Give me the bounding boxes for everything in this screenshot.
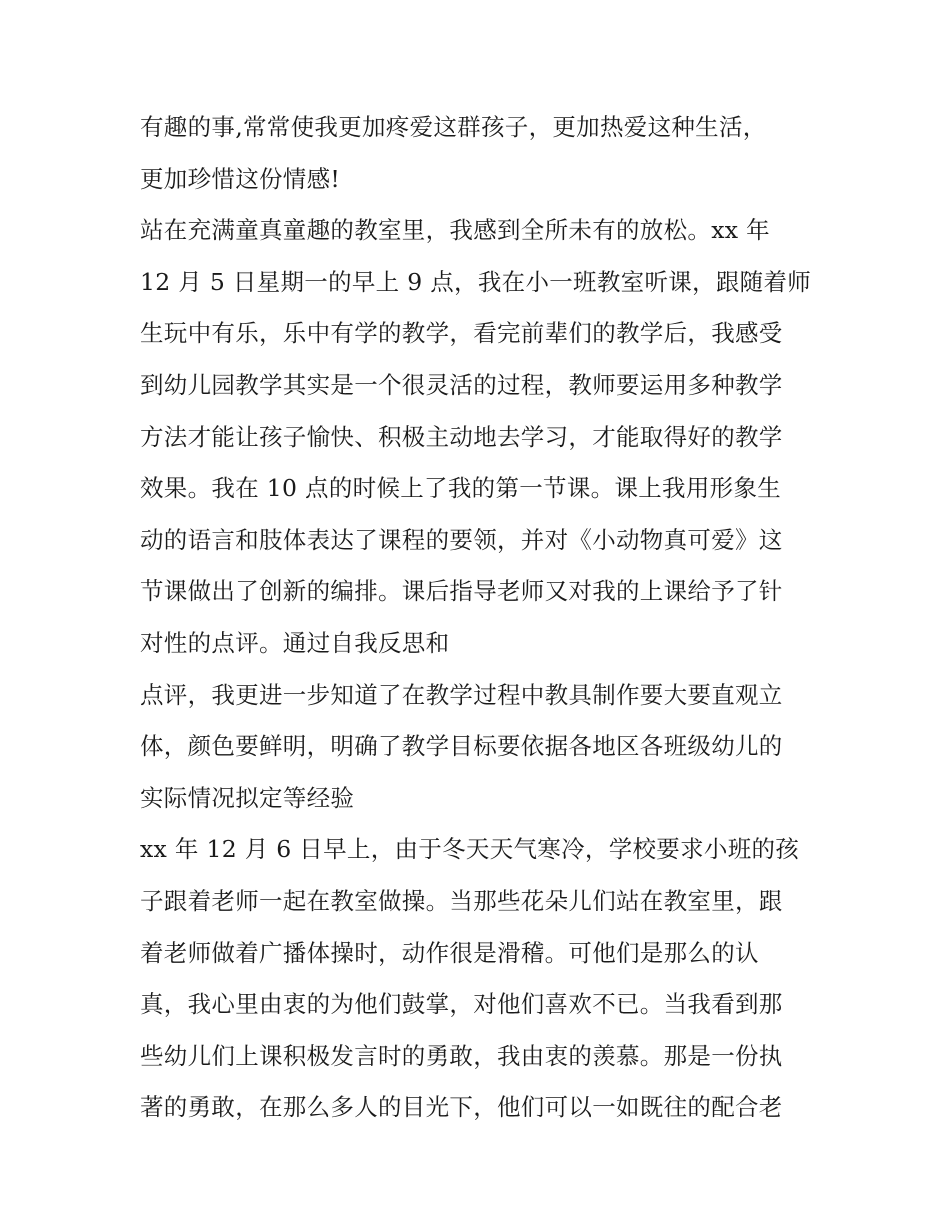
text-line: 实际情况拟定等经验	[140, 783, 355, 812]
text-line: 节课做出了创新的编排。课后指导老师又对我的上课给予了针	[140, 577, 783, 606]
text-line: 点评，我更进一步知道了在教学过程中教具制作要大要直观立	[140, 680, 783, 709]
text-line: 著的勇敢，在那么多人的目光下，他们可以一如既往的配合老	[140, 1093, 783, 1122]
text-line: 真，我心里由衷的为他们鼓掌，对他们喜欢不已。当我看到那	[140, 990, 783, 1019]
text-line: 站在充满童真童趣的教室里，我感到全所未有的放松。xx 年	[140, 216, 770, 245]
text-line: 子跟着老师一起在教室做操。当那些花朵儿们站在教室里，跟	[140, 886, 783, 915]
text-line: 些幼儿们上课积极发言时的勇敢，我由衷的羡慕。那是一份执	[140, 1041, 783, 1070]
text-line: 动的语言和肢体表达了课程的要领，并对《小动物真可爱》这	[140, 525, 783, 554]
text-line: 到幼儿园教学其实是一个很灵活的过程，教师要运用多种教学	[140, 370, 783, 399]
text-line: 对性的点评。通过自我反思和	[140, 628, 450, 657]
text-line: 效果。我在 10 点的时候上了我的第一节课。课上我用形象生	[140, 474, 782, 503]
body-text	[140, 102, 830, 1134]
text-line: 方法才能让孩子愉快、积极主动地去学习，才能取得好的教学	[140, 422, 783, 451]
text-line: xx 年 12 月 6 日早上，由于冬天天气寒冷，学校要求小班的孩	[140, 835, 800, 864]
text-line: 12 月 5 日星期一的早上 9 点，我在小一班教室听课，跟随着师	[140, 267, 812, 296]
text-line: 生玩中有乐，乐中有学的教学，看完前辈们的教学后，我感受	[140, 319, 783, 348]
text-line: 体，颜色要鲜明，明确了教学目标要依据各地区各班级幼儿的	[140, 732, 783, 761]
text-line: 更加珍惜这份情感!	[140, 164, 341, 193]
text-line: 着老师做着广播体操时，动作很是滑稽。可他们是那么的认	[140, 938, 759, 967]
text-line: 有趣的事,常常使我更加疼爱这群孩子，更加热爱这种生活，	[140, 113, 767, 141]
